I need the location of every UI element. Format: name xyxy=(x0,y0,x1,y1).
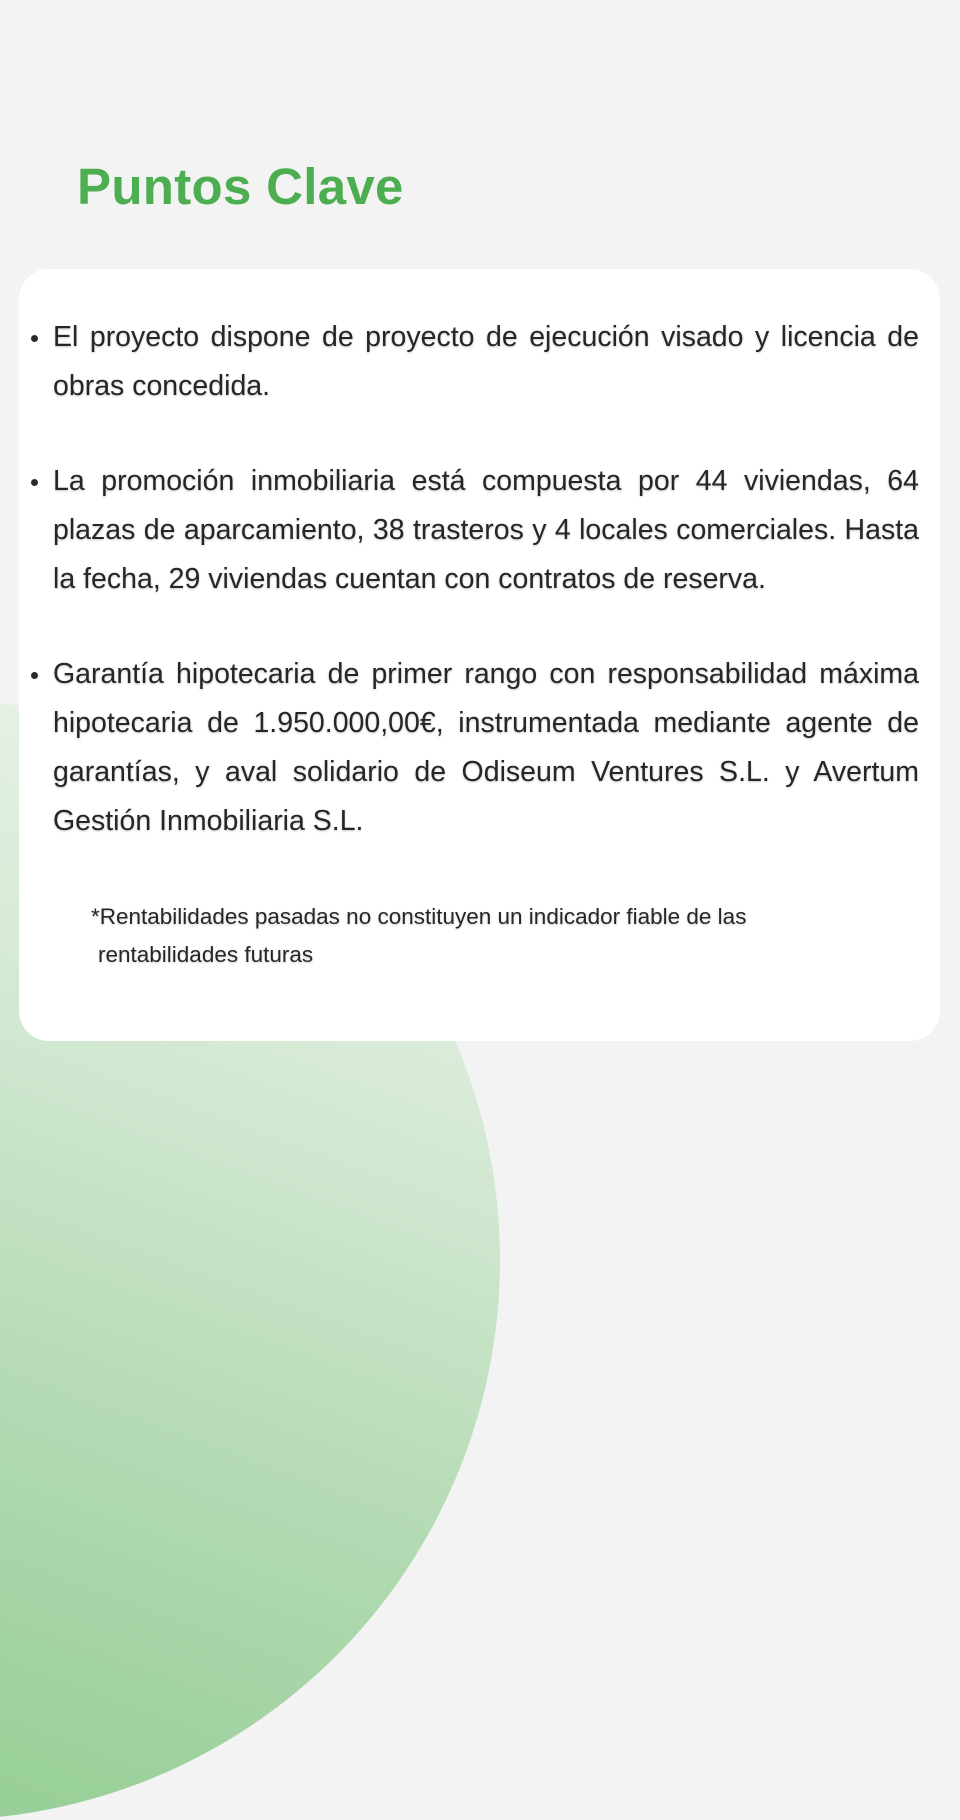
key-point-guarantee xyxy=(19,650,940,846)
key-point-units xyxy=(19,457,940,604)
bullet-icon xyxy=(31,672,38,679)
key-point-text: Garantía hipotecaria de primer rango con responsabilidad máxima hipotecaria de 1.950.000,00€, instrumentada mediante agente de garantías, y aval solidario de Odiseum Ventures S.L. y Avertum Gestión Inmobiliaria S.L. xyxy=(53,658,919,837)
key-point-license xyxy=(19,313,940,411)
bullet-icon xyxy=(31,479,38,486)
key-point-text: La promoción inmobiliaria está compuesta por 44 viviendas, 64 plazas de aparcamiento, 38 trasteros y 4 locales comerciales. Hasta la fecha, 29 viviendas cuentan con contratos de reserva. xyxy=(53,465,919,595)
page-title: Puntos Clave xyxy=(77,158,404,215)
key-points-card xyxy=(19,269,940,1041)
disclaimer xyxy=(91,898,851,974)
key-points-list xyxy=(19,313,940,892)
key-point-text: El proyecto dispone de proyecto de ejecución visado y licencia de obras concedida. xyxy=(53,321,919,402)
disclaimer-line: rentabilidades futuras xyxy=(98,942,314,967)
disclaimer-line: *Rentabilidades pasadas no constituyen un indicador fiable de las xyxy=(91,904,747,929)
bullet-icon xyxy=(31,335,38,342)
